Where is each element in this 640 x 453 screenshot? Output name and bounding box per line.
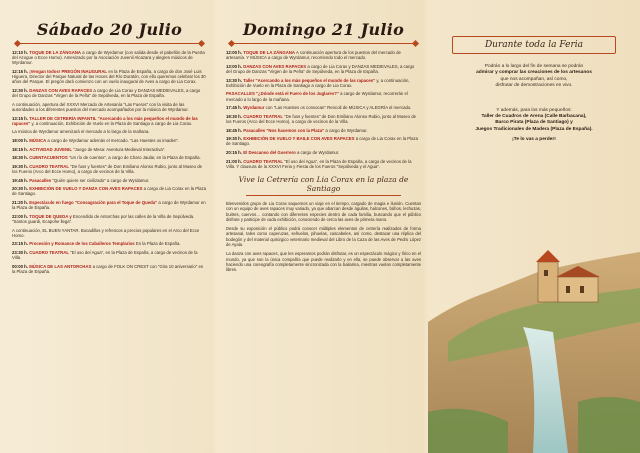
event-item [12, 129, 207, 134]
saturday-column [0, 0, 213, 453]
event-time: 17:45 h. [226, 105, 243, 111]
event-item [226, 136, 421, 146]
event-text: "El uso del Agua", en la Plaza de España, a cargo de vecinos de la Villa. Y clausura de la XXXVI Feria y Fiesta de los Fueros "Sepúlveda y el Agua". [226, 158, 412, 169]
event-time: 18:00 h. [12, 137, 29, 143]
event-item [12, 69, 207, 85]
event-item [12, 138, 207, 143]
event-text: "El uso del Agua", en la Plaza de España, a cargo de vecinos de la Villa. [12, 249, 198, 261]
event-time: 12:15 h. [12, 69, 29, 74]
event-heading: CUADRO TEATRAL [243, 113, 284, 119]
event-time: 21:00 h. [226, 158, 243, 164]
cetreria-paragraph: Desde su exposición el público podrá conocer múltiples elementos de cetrería realizados de forma artesanal, tales como caperuzas, señuelos, pihuelas, cascabeles, así como, destacar una réplica del bodegón y del material quirúrgico veterinario medieval del Libro de la Caza de las Aves de Pedro López de Ayala. [226, 226, 421, 248]
event-heading: Taller "Acercando a los más pequeños el mundo de las rapaces" [243, 77, 376, 83]
event-heading: TALLER DE CETRERÍA INFANTIL "Acercando a los más pequeños el mundo de las rapaces" [12, 115, 198, 126]
event-time: 00:00 h. [12, 263, 29, 269]
sunday-title: Domingo 21 Julio [242, 20, 405, 39]
event-item [226, 78, 421, 88]
intro-line: que nos acompañan, así como, [500, 76, 568, 82]
event-item [12, 186, 207, 196]
event-text: A continuación apertura de los puestos del mercado de artesanía. Y MÚSICA a cargo de Wyrdamur, recorriendo todo el mercado. [226, 50, 401, 61]
event-text: a cargo de Wyrdamur en la Plaza de España. [12, 199, 206, 211]
event-heading: EXHIBICIÓN DE VUELO Y BAILE CON AVES RAPACES [243, 136, 355, 142]
event-time: 13:15 h. [12, 115, 29, 121]
cetreria-paragraph: Bienvenidos grupo de Lia Corax saquemos un viaje en el tiempo, cargado de magia e ilusión. Cuentan con un equipo de aves rapaces muy variado, ya que abarcan desde águilas, halcones, búhos, lechuzas, buitres, cuervos… contando con diferentes especies dentro de cada familia, buscando que el público disfrute y participe de cada exhibición, conociendo de cerca las aves de primera mano. [226, 200, 421, 222]
event-heading: TOQUE DE QUEDA y [29, 213, 72, 219]
event-text: a cargo de Lia Corax en la Plaza de Santiago. [12, 186, 207, 197]
event-time: 19:30 h. [12, 163, 29, 169]
event-time: 21:20 h. [12, 199, 29, 205]
event-heading: CUADRO TEATRAL [243, 158, 284, 164]
event-time: 12:30 h. [12, 88, 29, 93]
saturday-title: Sábado 20 Julio [36, 20, 183, 39]
event-heading: CUADRO TEATRAL [29, 163, 70, 169]
event-item [12, 214, 207, 224]
list-item: Barco Pirata (Plaza de Santiago) y [495, 120, 573, 126]
event-heading: TOQUE DE LA ZÁNGANA [243, 50, 296, 55]
saturday-events [12, 50, 207, 274]
event-heading: DANZAS CON AVES RAPACES [243, 63, 307, 69]
event-item [226, 64, 421, 74]
sunday-events [226, 50, 421, 169]
event-heading: Procesión y Romance de los Caballeros Templarios [29, 241, 135, 247]
event-text: a cargo de Wyrdamur (con salida desde el pabellón de la Puerta del Azogue o Ecce Homo). Amenizado por la Asociación Juvenil Alcazara y alegres músicos de Wyrdamur. [12, 50, 205, 66]
event-text: a cargo de Wyrdamur. [325, 127, 368, 133]
event-heading: El Descanso del Guerrero [243, 149, 296, 155]
event-item [12, 50, 207, 66]
event-time: 23:15 h. [12, 241, 29, 247]
event-text: con "Las Huestes os convocan" Rencoli de MÚSICA y ALEGRÍA el mercado. [265, 105, 412, 111]
event-text: "Un río de cuentos", a cargo de Charo Jaular, en la Plaza de España. [68, 155, 201, 161]
event-text: a cargo de FOLK ON CREST con "Gira 10 aniversario" en la Plaza de España. [12, 263, 204, 274]
allday-banner: Durante toda la Feria [452, 36, 616, 54]
title-divider [232, 43, 415, 44]
event-heading: MÚSICA [29, 137, 47, 143]
event-text: a cargo de Wyrdamur. [296, 149, 340, 155]
event-text: "Quién quiere ser civilizado" a cargo de Wyrdamur. [52, 177, 150, 183]
event-item [226, 114, 421, 124]
event-item [12, 155, 207, 160]
event-item [12, 228, 207, 238]
event-heading: ¡Vengan todos! PREGÓN INAUGURAL [29, 69, 108, 74]
event-time: 20:30 h. [12, 186, 29, 192]
event-item [226, 105, 421, 110]
event-item [12, 88, 207, 98]
event-text: a cargo de Lia Corax y DANZAS MEDIEVALES, a cargo del Grupo de Danzas "Virgen de la Peña" de Sepúlveda, en la Plaza de España. [12, 88, 201, 99]
event-item [226, 91, 421, 101]
event-item [12, 164, 207, 174]
intro-line: disfrutar de demostraciones en vivo. [495, 83, 573, 89]
event-text: y, a continuación, Exhibición de Vuelo en la Plaza de Santiago a cargo de Lia Corax. [31, 120, 193, 126]
event-item [12, 264, 207, 274]
church-drawing [536, 250, 600, 302]
event-item [12, 200, 207, 210]
event-text: A continuación, EL BUEN YANTAR. Bocadillos y refrescos a precios populares en el Arco del Ecce Homo. [12, 227, 200, 238]
event-time: 22:00 h. [12, 213, 29, 219]
event-item [226, 159, 421, 169]
event-time: 19:30 h. [226, 136, 243, 142]
event-text: a cargo de Wyrdamur además el mercado. "Las Huestes os imaden". [47, 137, 180, 143]
event-item [12, 102, 207, 112]
event-time: 13:00 h. [226, 63, 243, 69]
list-intro: Y además, para los más pequeños: [496, 107, 572, 113]
event-text: "De fuss y fuentes" de Don Emiliano Alonso Rubio, junto al Museo de los Fueros (Arco del Ecce Homo), a cargo de vecinos de la Villa. [12, 163, 203, 174]
kids-activities [436, 108, 632, 144]
event-item [12, 250, 207, 260]
event-text: En la Plaza de España. [135, 241, 181, 247]
cetreria-paragraph: La danza con aves rapaces, que les esperamos podrán disfrutar, es un espectáculo mágico y lírico en el mundo, ya que son la única compañía que puede realizarlo y en ella, se puede observar a las aves haciendo una coreografía completamente sincronizada con la bailarina, mientras vuelan completamente libres. [226, 251, 421, 273]
cetreria-title: Vive la Cetrería con Lia Corax en la plaza de Santiago [238, 174, 409, 193]
title-divider [18, 43, 201, 44]
list-item: Juegos Tradicionales de Madera (Plaza de España). [475, 126, 593, 132]
allday-intro [436, 64, 632, 90]
intro-line: Podrán a lo largo del fin de semana se podrán [484, 64, 584, 69]
event-text: Encendido de Antorchas por las calles de la Villa de Sepúlveda. "Santos guardi, Ecapohe llega". [12, 213, 195, 224]
event-heading: MÚSICA DE LAS ANTORCHAS [29, 263, 92, 269]
event-item [12, 147, 207, 152]
event-item [226, 150, 421, 155]
event-item [226, 50, 421, 60]
intro-line: admirar y comprar las creaciones de los artesanos [476, 70, 592, 76]
event-heading: CUENTACUENTOS [29, 155, 68, 161]
sunday-column [214, 0, 427, 453]
event-heading: Pasacalles [29, 177, 52, 183]
event-time: 18:15 h. [12, 146, 29, 152]
event-heading: PASACALLES "¿Dónde está el Fuero de los Juglares?" [226, 91, 339, 97]
event-heading: TOQUE DE LA ZÁNGANA [29, 50, 82, 55]
closing-line: ¡Te lo vas a perder! [512, 137, 556, 143]
village-waterfall-illustration [428, 232, 640, 453]
event-text: "Juego de Mesa: Aventura Medieval Interactiva". [73, 146, 166, 152]
event-heading: Wyrdamur [243, 105, 265, 111]
event-heading: EXHIBICIÓN DE VUELO Y DANZA CON AVES RAPACES [29, 186, 143, 192]
event-text: y, a continuación, Exhibición de Vuelo en la Plaza de Santiago a cargo de Lia Corax. [226, 77, 410, 88]
event-heading: ACTIVIDAD JUVENIL [29, 146, 72, 152]
event-heading: CUADRO TEATRAL [29, 249, 70, 255]
section-divider [246, 195, 401, 196]
event-heading: Espectáculo en fuego "Consagración para el Toque de Queda" [29, 199, 158, 205]
event-text: a cargo de Wyrdamur, recorrerán el mercado a lo largo de la mañana. [226, 91, 408, 102]
event-item [12, 241, 207, 246]
event-item [12, 116, 207, 126]
event-time: 12:00 h. [226, 50, 243, 55]
event-time: 12:10 h. [12, 50, 29, 55]
event-text: a cargo de Lia Corax y DANZAS MEDIEVALES, a cargo del Grupo de Danzas "Virgen de la Peña" de Sepúlveda, en la Plaza de España. [226, 63, 415, 74]
list-item: Taller de Cuadros de Arena (Calle Barbacana), [481, 114, 587, 120]
event-time: 20:15 h. [226, 149, 243, 155]
event-time: 18:45 h. [226, 127, 243, 133]
event-heading: DANZAS CON AVES RAPACES [29, 88, 93, 93]
event-time: 13:30 h. [226, 77, 243, 83]
event-text: "De fuss y fuentes" de Don Emiliano Alonso Rubio, junto al Museo de los Fueros (Arco del Ecce Homo), a cargo de vecinos de la Villa. [226, 113, 417, 124]
event-text: en la Plaza de España, a cargo de don José Luis Higuera, Director del Parque Natural de las Hoces del Río Duratón, con ello queremos celebrar los 30 años del Parque. El pregón dará comienzo con un vuelo inaugural de Aves a cargo de Lia Corax. [12, 69, 206, 85]
event-time: 18:30 h. [12, 155, 29, 161]
event-text: a cargo de Lia Corax en la Plaza de Santiago. [226, 136, 419, 147]
event-time: 23:30 h. [12, 249, 29, 255]
event-time: 18:30 h. [226, 113, 243, 119]
event-time: 19:45 h. [12, 177, 29, 183]
event-text: A continuación, apertura del XXXVI Mercado de Artesanía "Las Fueros" con la visita de las autoridades a los diferentes puestos del mercado acompañados por la música de Wyrdamur. [12, 101, 189, 112]
event-heading: Pasacalles "Nos hacemos con la Plaza" [243, 127, 325, 133]
event-item [12, 178, 207, 183]
event-item [226, 128, 421, 133]
event-text: La música de Wyrdamur amenizará el mercado a lo largo de la mañana. [12, 129, 150, 135]
